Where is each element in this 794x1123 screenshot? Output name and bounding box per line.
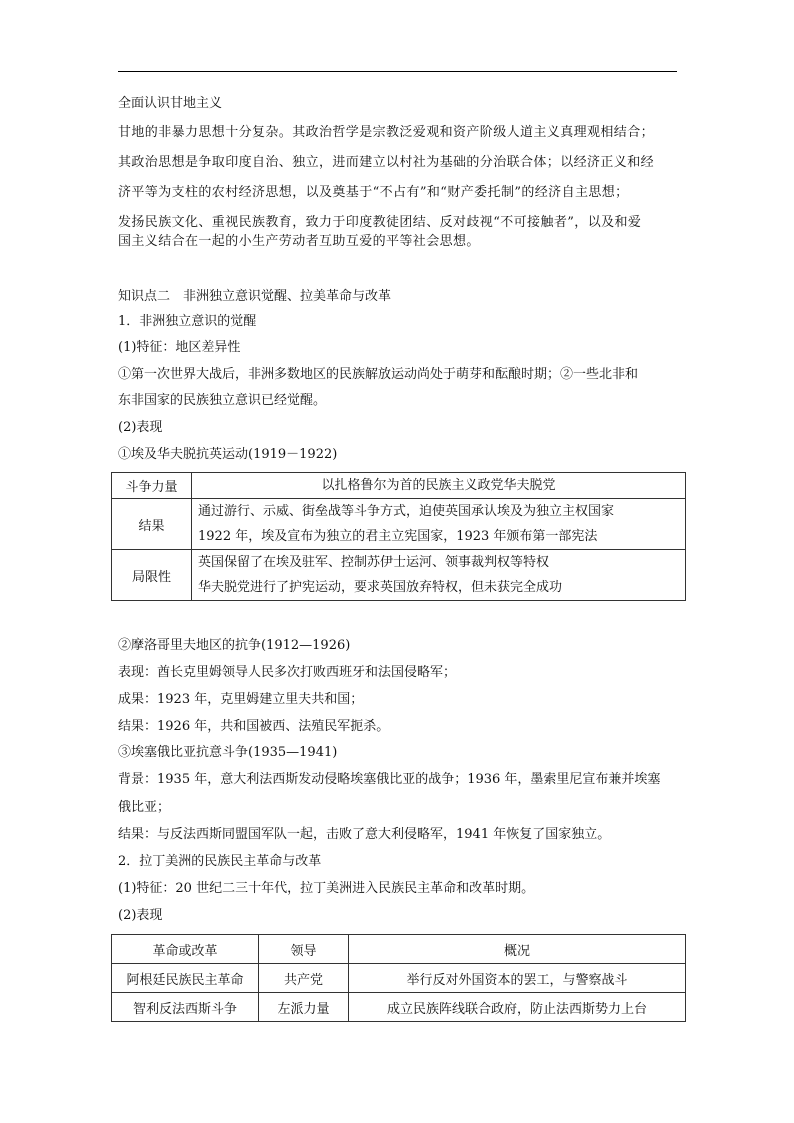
latin-performance-label: (2)表现 [118, 908, 163, 923]
gandhi-title: 全面认识甘地主义 [118, 96, 223, 111]
row-content: 通过游行、示威、街垒战等斗争方式，迫使英国承认埃及为独立主权国家 1922 年，埃及宣布为独立的君主立宪国家，1923 年颁布第一部宪法 [192, 499, 686, 550]
table-row [112, 964, 686, 993]
feature-text-1: ①第一次世界大战后，非洲多数地区的民族解放运动尚处于萌芽和酝酿时期；②一些北非和 [118, 367, 639, 382]
table-row [112, 473, 686, 499]
ethiopia-result: 结果：与反法西斯同盟国军队一起，击败了意大利侵略军，1941 年恢复了国家独立。 [118, 827, 611, 842]
africa-title: 1．非洲独立意识的觉醒 [118, 314, 257, 329]
row-label: 局限性 [112, 550, 192, 601]
ethiopia-background-2: 俄比亚； [118, 800, 171, 815]
latin-feature: (1)特征：20 世纪二三十年代，拉丁美洲进入民族民主革命和改革时期。 [118, 881, 535, 896]
row-content: 英国保留了在埃及驻军、控制苏伊士运河、领事裁判权等特权 华夫脱党进行了护宪运动，要求英国放弃特权，但未获完全成功 [192, 550, 686, 601]
table-cell: 共产党 [259, 964, 349, 993]
rif-result: 结果：1926 年，共和国被西、法殖民军扼杀。 [118, 719, 390, 734]
row-label: 斗争力量 [112, 473, 192, 499]
gandhi-line-3: 济平等为支柱的农村经济思想，以及奠基于“不占有”和“财产委托制”的经济自主思想； [118, 185, 629, 200]
row-content: 以扎格鲁尔为首的民族主义政党华夫脱党 [192, 473, 686, 499]
table-cell: 阿根廷民族民主革命 [112, 964, 259, 993]
latin-title: 2．拉丁美洲的民族民主革命与改革 [118, 854, 322, 869]
table-cell: 智利反法西斯斗争 [112, 993, 259, 1022]
rif-title: ②摩洛哥里夫地区的抗争(1912—1926) [118, 638, 351, 653]
rif-achievement: 成果：1923 年，克里姆建立里夫共和国； [118, 692, 364, 707]
egypt-title: ①埃及华夫脱抗英运动(1919－1922) [118, 447, 338, 462]
header-cell: 概况 [349, 935, 686, 964]
table-row [112, 499, 686, 550]
feature-label: (1)特征：地区差异性 [118, 340, 241, 355]
ethiopia-title: ③埃塞俄比亚抗意斗争(1935—1941) [118, 745, 338, 760]
table-cell: 举行反对外国资本的罢工，与警察战斗 [349, 964, 686, 993]
egypt-table [111, 472, 686, 601]
table-cell: 左派力量 [259, 993, 349, 1022]
header-rule [118, 71, 677, 72]
section-heading: 知识点二 非洲独立意识觉醒、拉美革命与改革 [118, 289, 392, 304]
row-label: 结果 [112, 499, 192, 550]
table-cell: 成立民族阵线联合政府，防止法西斯势力上台 [349, 993, 686, 1022]
performance-label: (2)表现 [118, 420, 163, 435]
gandhi-line-4: 发扬民族文化、重视民族教育，致力于印度教徒团结、反对歧视“不可接触者”，以及和爱 [118, 215, 642, 230]
table-row [112, 993, 686, 1022]
header-cell: 领导 [259, 935, 349, 964]
rif-expression: 表现：酋长克里姆领导人民多次打败西班牙和法国侵略军； [118, 665, 457, 680]
feature-text-2: 东非国家的民族独立意识已经觉醒。 [118, 393, 327, 408]
table-header-row [112, 935, 686, 964]
header-cell: 革命或改革 [112, 935, 259, 964]
gandhi-line-2: 其政治思想是争取印度自治、独立，进而建立以村社为基础的分治联合体；以经济正义和经 [118, 155, 655, 170]
gandhi-line-5: 国主义结合在一起的小生产劳动者互助互爱的平等社会思想。 [118, 234, 480, 249]
table-row [112, 550, 686, 601]
latin-table [111, 934, 686, 1022]
gandhi-line-1: 甘地的非暴力思想十分复杂。其政治哲学是宗教泛爱观和资产阶级人道主义真理观相结合； [118, 125, 655, 140]
ethiopia-background-1: 背景：1935 年，意大利法西斯发动侵略埃塞俄比亚的战争；1936 年，墨索里尼宣布兼并埃塞 [118, 772, 661, 787]
